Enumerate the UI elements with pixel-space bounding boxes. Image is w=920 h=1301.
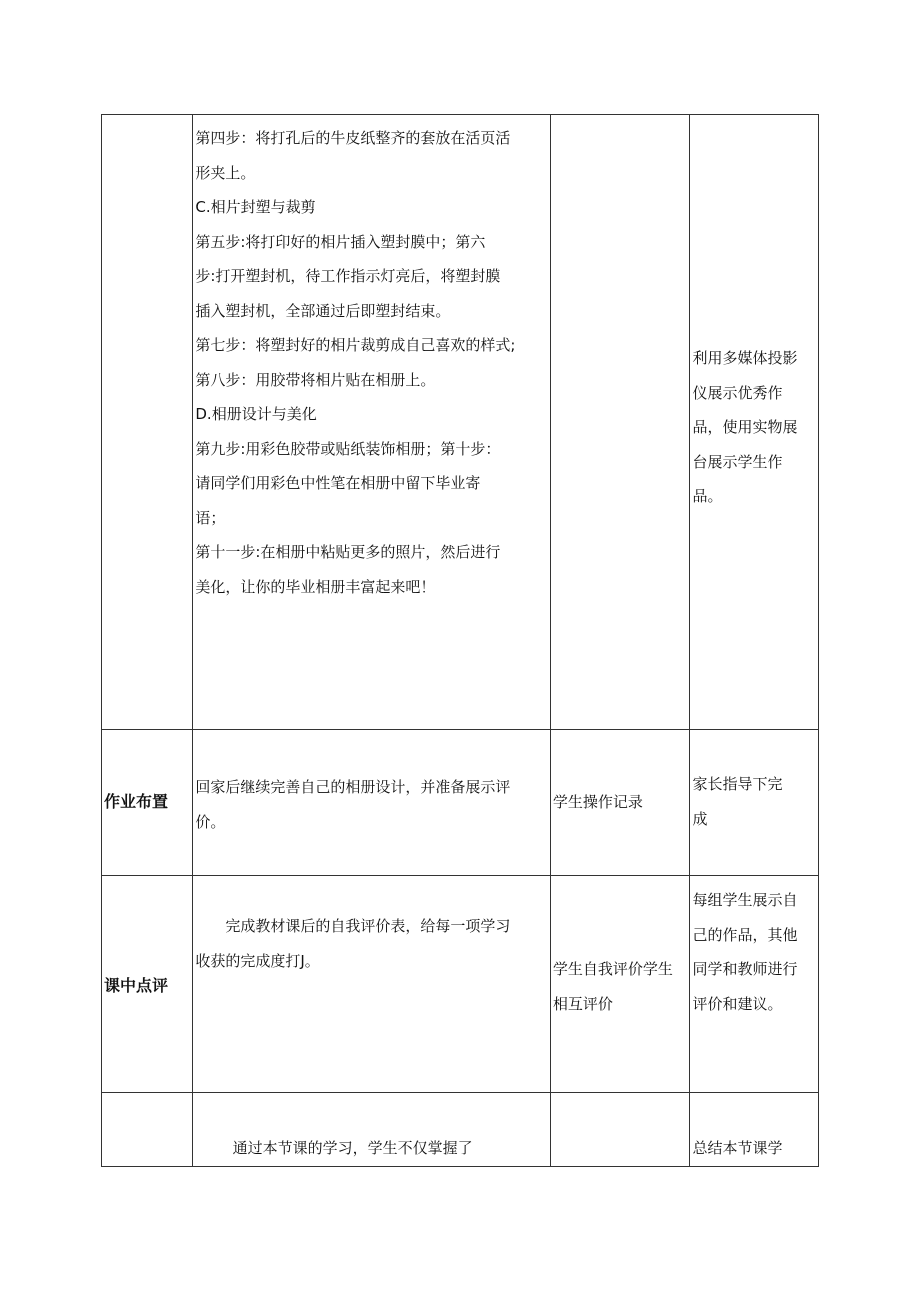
note-line: 利用多媒体投影: [692, 349, 798, 367]
content-line: 第七步：将塑封好的相片裁剪成自己喜欢的样式;: [195, 336, 516, 354]
content-line: 第八步：用胶带将相片贴在相册上。: [195, 370, 436, 389]
content-line: 步:打开塑封机，待工作指示灯亮后，将塑封膜: [195, 267, 501, 285]
note-cell: [690, 1093, 819, 1167]
evaluation-cell: [550, 730, 690, 876]
evaluation-cell: [550, 1093, 690, 1167]
row-label-cell: [102, 1093, 193, 1167]
activity-content-cell: [193, 1093, 550, 1167]
content-line: 收获的完成度打J。: [195, 951, 320, 970]
row-label-homework: 作业布置: [104, 792, 169, 811]
content-line: 第十一步:在相册中粘贴更多的照片，然后进行: [195, 543, 501, 561]
activity-content-cell: [193, 115, 550, 730]
note-line: 台展示学生作: [692, 452, 783, 471]
content-line: 价。: [195, 812, 226, 831]
content-line: D.相册设计与美化: [195, 405, 317, 423]
content-line: C.相片封塑与裁剪: [195, 198, 316, 216]
lesson-plan-table: [101, 114, 819, 1167]
content-line: 语；: [195, 508, 226, 527]
row-label-review: 课中点评: [104, 976, 169, 995]
note-line: 同学和教师进行: [692, 960, 798, 978]
row-label-cell: [102, 115, 193, 730]
note-line: 家长指导下完: [692, 775, 783, 793]
table-row: [102, 730, 819, 876]
note-line: 品。: [692, 487, 723, 505]
note-cell: [690, 730, 819, 876]
evaluation-line: 学生操作记录: [552, 793, 643, 811]
note-line: 评价和建议。: [692, 994, 783, 1013]
row-label-cell: [102, 876, 193, 1093]
evaluation-cell: [550, 876, 690, 1093]
table-row: [102, 1093, 819, 1167]
content-line: 通过本节课的学习，学生不仅掌握了: [232, 1139, 473, 1157]
content-line: 第九步:用彩色胶带或贴纸装饰相册；第十步：: [195, 439, 501, 458]
note-cell: [690, 115, 819, 730]
note-line: 成: [692, 809, 708, 828]
note-line: 仪展示优秀作: [692, 383, 783, 402]
note-line: 己的作品，其他: [692, 925, 798, 944]
table-row: [102, 115, 819, 730]
content-line: 完成教材课后的自我评价表，给每一项学习: [225, 917, 511, 935]
content-line: 回家后继续完善自己的相册设计，并准备展示评: [195, 778, 511, 796]
note-line: 品，使用实物展: [692, 418, 798, 436]
content-line: 第五步:将打印好的相片插入塑封膜中；第六: [195, 232, 486, 251]
content-line: 第四步：将打孔后的牛皮纸整齐的套放在活页活: [195, 129, 511, 147]
activity-content-cell: [193, 730, 550, 876]
content-line: 请同学们用彩色中性笔在相册中留下毕业寄: [195, 474, 481, 492]
activity-content-cell: [193, 876, 550, 1093]
table-row: [102, 876, 819, 1093]
note-line: 每组学生展示自: [692, 891, 798, 909]
content-line: 美化，让你的毕业相册丰富起来吧！: [195, 577, 436, 596]
row-label-cell: [102, 730, 193, 876]
note-line: 总结本节课学: [692, 1139, 783, 1157]
evaluation-cell: [550, 115, 690, 730]
note-cell: [690, 876, 819, 1093]
content-line: 插入塑封机，全部通过后即塑封结束。: [195, 301, 451, 320]
evaluation-line: 学生自我评价学生: [552, 960, 673, 978]
evaluation-line: 相互评价: [552, 994, 613, 1013]
content-line: 形夹上。: [195, 163, 256, 182]
